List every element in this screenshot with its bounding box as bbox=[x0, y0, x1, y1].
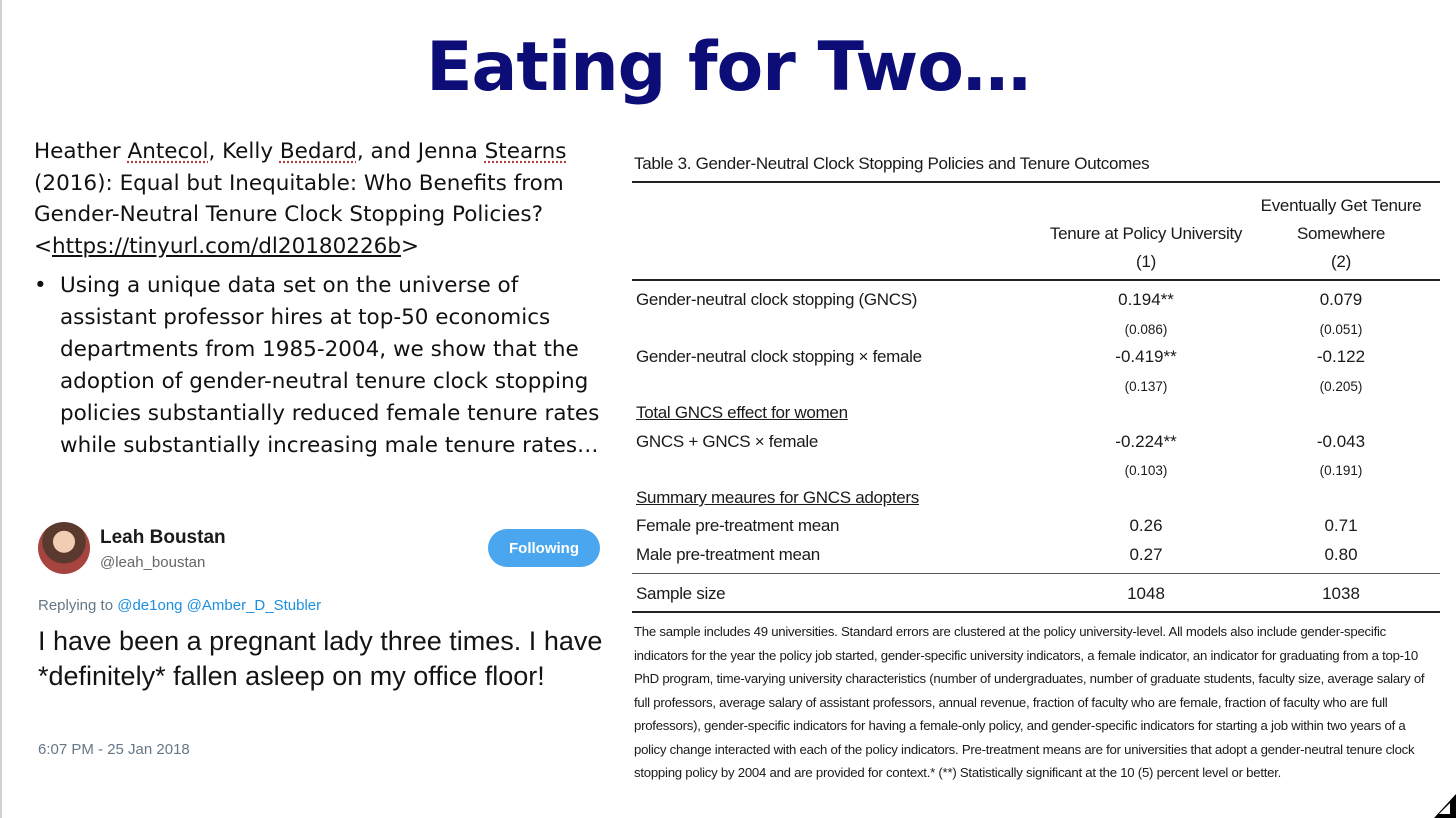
col2-title-line1: Eventually Get Tenure bbox=[1260, 196, 1422, 215]
citation-sep2: , and Jenna bbox=[356, 139, 485, 164]
col2-title-line2: Somewhere bbox=[1296, 224, 1385, 243]
cell-total-col2: -0.043 bbox=[1316, 432, 1366, 451]
bullet-text: Using a unique data set on the universe of assistant professor hires at top-50 economics departments from 1985-2004, we show that the adoption of gender-neutral tenure clock stopping policies substantially reduced female tenure rates while substantially increasing male tenure rates… bbox=[60, 273, 600, 458]
cell-total-col1: -0.224** bbox=[1115, 432, 1177, 451]
cell-sample-col2: 1038 bbox=[1322, 584, 1360, 603]
col1-header bbox=[1046, 220, 1246, 276]
table-header-rule bbox=[632, 279, 1440, 281]
tweet-timestamp[interactable]: 6:07 PM - 25 Jan 2018 bbox=[38, 741, 190, 758]
cell-gncs-female-col2: -0.122 bbox=[1316, 347, 1366, 366]
se-gncs-female-col1: (0.137) bbox=[1124, 379, 1168, 394]
author1-last: Antecol bbox=[127, 139, 209, 164]
section-total-effect: Total GNCS effect for women bbox=[636, 403, 848, 422]
reply-mentions[interactable]: @de1ong @Amber_D_Stubler bbox=[117, 597, 322, 614]
cell-female-mean-col2: 0.71 bbox=[1324, 516, 1358, 535]
author3-last: Stearns bbox=[484, 139, 567, 164]
col2-header bbox=[1256, 192, 1426, 276]
table-top-rule bbox=[632, 181, 1440, 183]
tweet-author-name[interactable]: Leah Boustan bbox=[100, 527, 226, 548]
table-caption: Table 3. Gender-Neutral Clock Stopping Policies and Tenure Outcomes bbox=[634, 154, 1150, 173]
following-button[interactable]: Following bbox=[488, 529, 600, 567]
slide-corner-icon[interactable] bbox=[1434, 794, 1456, 818]
author2-last: Bedard bbox=[279, 139, 357, 164]
abstract-bullet bbox=[34, 270, 609, 462]
citation-sep1: , Kelly bbox=[208, 139, 280, 164]
replying-to-line bbox=[38, 597, 321, 614]
paper-citation bbox=[34, 136, 614, 262]
se-total-col1: (0.103) bbox=[1124, 463, 1168, 478]
cell-gncs-col1: 0.194** bbox=[1118, 290, 1174, 309]
row-label-gncs-female: Gender-neutral clock stopping × female bbox=[636, 347, 922, 366]
table-bottom-rule bbox=[632, 611, 1440, 613]
slide-title: Eating for Two… bbox=[426, 28, 1030, 107]
cell-male-mean-col2: 0.80 bbox=[1324, 545, 1358, 564]
se-gncs-col2: (0.051) bbox=[1319, 322, 1363, 337]
col1-number: (1) bbox=[1136, 252, 1156, 271]
link-close-bracket: > bbox=[400, 233, 419, 259]
cell-female-mean-col1: 0.26 bbox=[1129, 516, 1163, 535]
col2-number: (2) bbox=[1331, 252, 1351, 271]
row-label-gncs: Gender-neutral clock stopping (GNCS) bbox=[636, 290, 918, 309]
se-total-col2: (0.191) bbox=[1319, 463, 1363, 478]
link-open-bracket: < bbox=[34, 233, 53, 259]
slide-left-border bbox=[0, 0, 2, 818]
cell-male-mean-col1: 0.27 bbox=[1129, 545, 1163, 564]
tweet-text: I have been a pregnant lady three times. I have *definitely* fallen asleep on my office floor! bbox=[38, 626, 603, 691]
se-gncs-female-col2: (0.205) bbox=[1319, 379, 1363, 394]
row-label-female-mean: Female pre-treatment mean bbox=[636, 516, 840, 535]
citation-line2: (2016): Equal but Inequitable: Who Benefits from bbox=[34, 170, 564, 196]
citation-line3: Gender-Neutral Tenure Clock Stopping Policies? bbox=[34, 202, 543, 227]
avatar[interactable] bbox=[38, 522, 90, 574]
bullet-marker: • bbox=[34, 273, 47, 298]
tweet-author-handle[interactable]: @leah_boustan bbox=[100, 554, 206, 571]
cell-sample-col1: 1048 bbox=[1127, 584, 1165, 603]
se-gncs-col1: (0.086) bbox=[1124, 322, 1168, 337]
row-label-sample-size: Sample size bbox=[636, 584, 726, 603]
cell-gncs-female-col1: -0.419** bbox=[1115, 347, 1177, 366]
cell-gncs-col2: 0.079 bbox=[1319, 290, 1363, 309]
table-sample-rule bbox=[632, 573, 1440, 574]
table-note: The sample includes 49 universities. Standard errors are clustered at the policy university-level. All models also include gender-specific indicators for the year the policy job started, gender-specific university indicators, a female indicator, an indicator for graduating from a top-10 PhD program, time-varying university characteristics (number of undergraduates, number of graduate students, faculty size, average salary of full professors, average salary of assistant professors, annual revenue, fraction of faculty who are female, fraction of faculty who are full professors), gender-specific indicators for having a female-only policy, and gender-specific indicators for starting a job within two years of a policy change interacted with each of the policy indicators. Pre-treatment means are for universities that adopt a gender-neutral tenure clock stopping policy by 2004 and are provided for context.* (**) Statistically significant at the 10 (5) percent level or better. bbox=[634, 624, 1425, 780]
row-label-total: GNCS + GNCS × female bbox=[636, 432, 819, 451]
author1-first: Heather bbox=[34, 139, 128, 164]
paper-link[interactable]: https://tinyurl.com/dl20180226b bbox=[52, 233, 401, 259]
col1-title: Tenure at Policy University bbox=[1049, 224, 1243, 243]
row-label-male-mean: Male pre-treatment mean bbox=[636, 545, 820, 564]
replying-prefix: Replying to bbox=[38, 597, 118, 614]
section-summary-measures: Summary meaures for GNCS adopters bbox=[636, 488, 919, 507]
